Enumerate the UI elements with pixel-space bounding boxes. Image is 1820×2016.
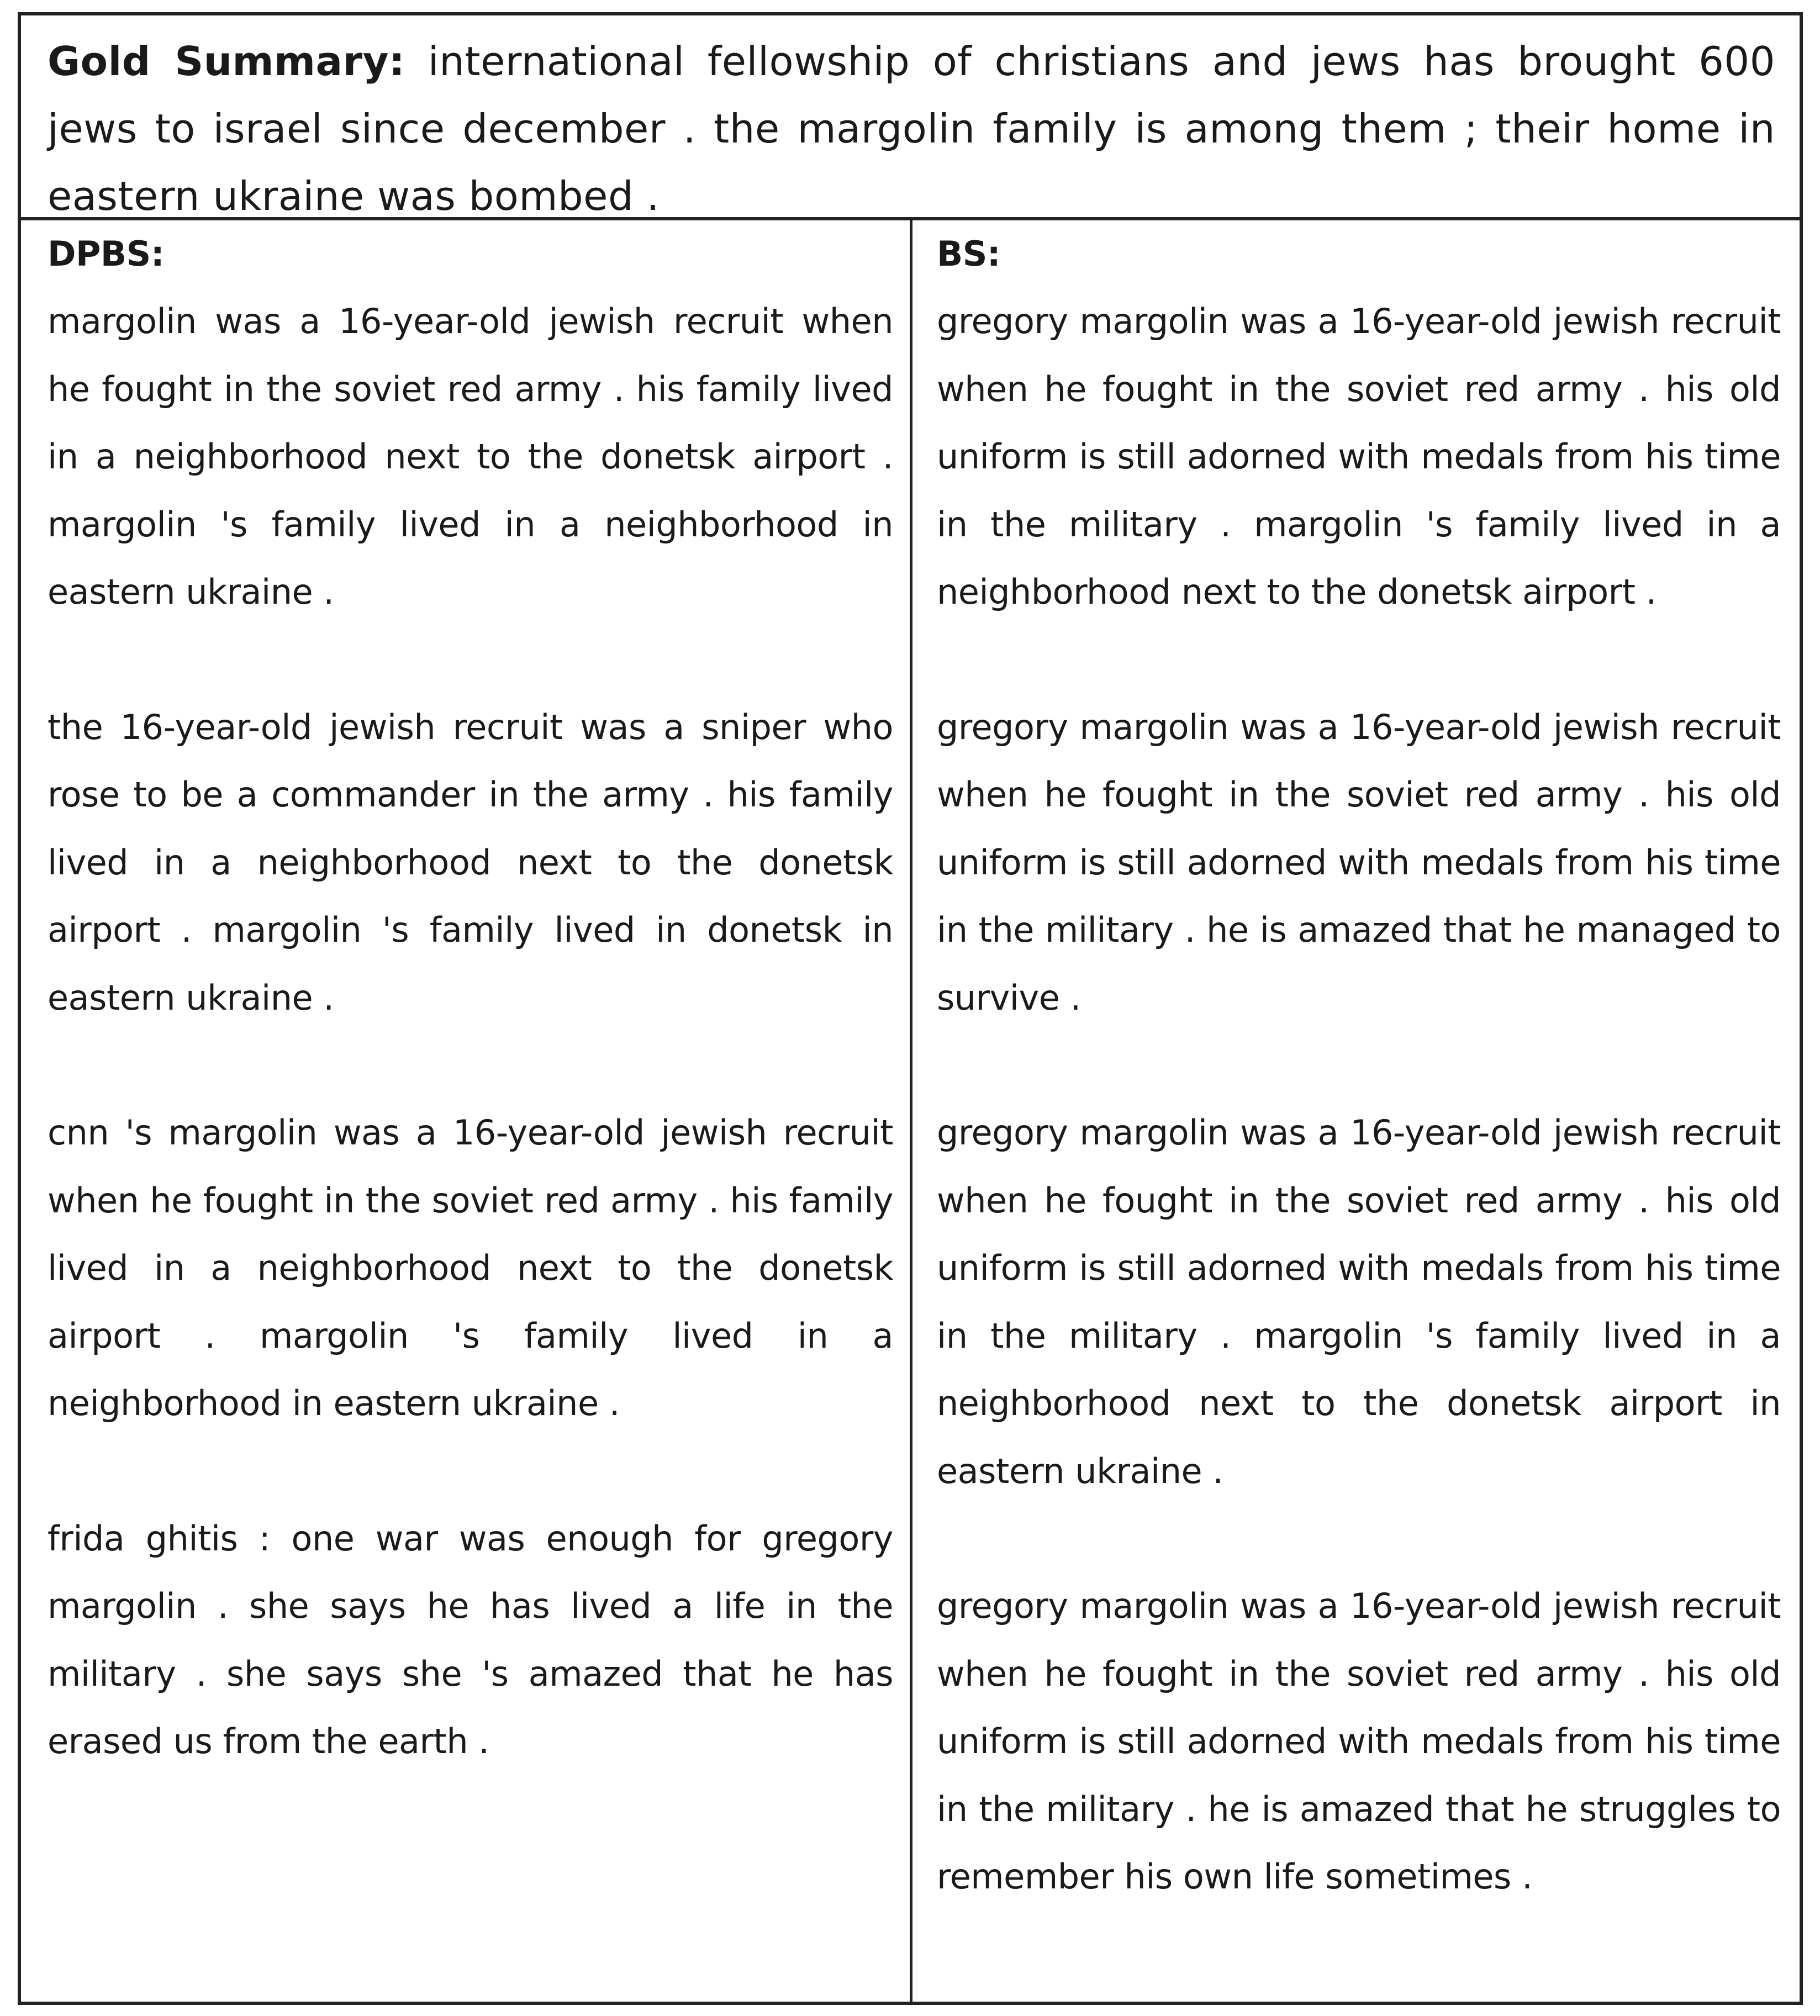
dpbs-paragraph-3: cnn 's margolin was a 16-year-old jewish recruit when he fought in the soviet red army . his family lived in a neighborhood next to the donetsk airport . margolin 's family lived in a neighborhood in eastern ukraine . — [48, 1112, 893, 1423]
dpbs-column — [21, 220, 910, 2002]
bs-column — [912, 220, 1803, 2002]
gold-summary-label: Gold Summary: — [48, 38, 405, 85]
dpbs-paragraph-4: frida ghitis : one war was enough for gregory margolin . she says he has lived a life in the military . she says she 's amazed that he has erased us from the earth . — [48, 1518, 893, 1761]
bs-header: BS: — [937, 234, 1001, 274]
dpbs-paragraph-1: margolin was a 16-year-old jewish recruit when he fought in the soviet red army . his family lived in a neighborhood next to the donetsk airport . margolin 's family lived in a neighborhood in eastern ukraine . — [48, 301, 893, 612]
bs-paragraph-3: gregory margolin was a 16-year-old jewish recruit when he fought in the soviet red army . his old uniform is still adorned with medals from his time in the military . margolin 's family lived in a neighborhood next to the donetsk airport in eastern ukraine . — [937, 1112, 1781, 1491]
gold-summary-text: international fellowship of christians and jews has brought 600 jews to israel since december . the margolin family is among them ; their home in eastern ukraine was bombed . — [48, 38, 1776, 219]
dpbs-header: DPBS: — [48, 234, 165, 274]
bs-paragraph-1: gregory margolin was a 16-year-old jewish recruit when he fought in the soviet red army . his old uniform is still adorned with medals from his time in the military . margolin 's family lived in a neighborhood next to the donetsk airport . — [937, 301, 1781, 612]
bs-paragraph-2: gregory margolin was a 16-year-old jewish recruit when he fought in the soviet red army . his old uniform is still adorned with medals from his time in the military . he is amazed that he managed to survive . — [937, 706, 1781, 1018]
dpbs-paragraph-2: the 16-year-old jewish recruit was a sniper who rose to be a commander in the army . his family lived in a neighborhood next to the donetsk airport . margolin 's family lived in donetsk in eastern ukraine . — [48, 706, 893, 1018]
bs-paragraph-4: gregory margolin was a 16-year-old jewish recruit when he fought in the soviet red army . his old uniform is still adorned with medals from his time in the military . he is amazed that he struggles to remember his own life sometimes . — [937, 1586, 1781, 1897]
comparison-columns — [21, 220, 1800, 2002]
gold-summary-cell — [21, 15, 1800, 220]
summary-comparison-table — [18, 12, 1803, 2005]
